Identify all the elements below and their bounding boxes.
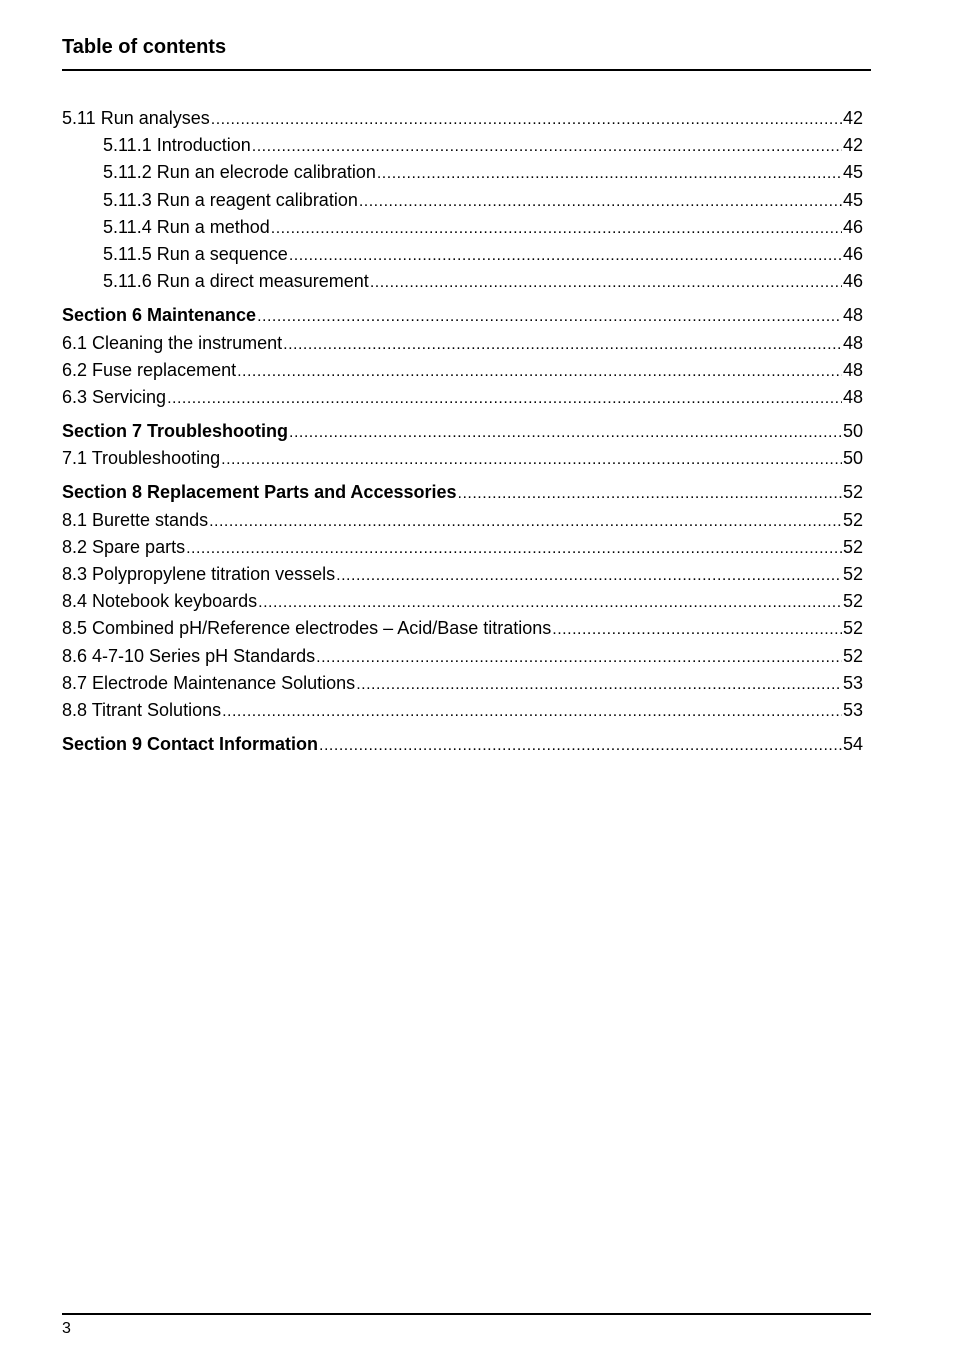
toc-entry-title: 6.1 Cleaning the instrument — [62, 332, 283, 353]
toc-leader-dots — [283, 331, 842, 357]
toc-entry-8-4[interactable] — [62, 588, 863, 615]
toc-leader-dots — [167, 385, 842, 411]
toc-entry-5-11-1[interactable] — [62, 132, 863, 159]
toc-entry-page: 48 — [842, 305, 863, 326]
toc-group-section-9 — [62, 731, 863, 758]
toc-entry-page: 52 — [842, 564, 863, 584]
toc-entry-page: 48 — [842, 359, 863, 380]
toc-group-section-6 — [62, 302, 863, 411]
toc-leader-dots — [252, 133, 842, 159]
toc-entry-page: 52 — [842, 618, 863, 639]
toc-leader-dots — [370, 269, 842, 295]
toc-entry-8-2[interactable] — [62, 534, 863, 561]
toc-entry-page: 52 — [842, 645, 863, 666]
toc-entry-title: 5.11.1 Introduction — [103, 135, 251, 156]
toc-entry-page: 54 — [842, 734, 863, 755]
toc-entry-section-6[interactable] — [62, 302, 863, 329]
toc-entry-title: 8.6 4-7-10 Series pH Standards — [62, 645, 316, 666]
toc-leader-dots — [552, 616, 842, 642]
toc-entry-page: 52 — [842, 482, 863, 503]
toc-leader-dots — [289, 419, 842, 445]
toc-leader-dots — [289, 242, 842, 268]
toc-entry-title: 7.1 Troubleshooting — [62, 448, 221, 469]
toc-section-title: Section 6 Maintenance — [62, 305, 257, 326]
toc-entry-title: 6.3 Servicing — [62, 386, 167, 407]
toc-entry-page: 50 — [842, 421, 863, 442]
toc-entry-page: 52 — [842, 591, 863, 612]
toc-leader-dots — [257, 303, 842, 329]
toc-entry-title: 5.11.6 Run a direct measurement — [103, 271, 369, 292]
toc-leader-dots — [336, 562, 842, 588]
toc-leader-dots — [186, 535, 842, 561]
toc-leader-dots — [211, 106, 842, 132]
toc-entry-page: 45 — [842, 162, 863, 183]
toc-leader-dots — [271, 215, 842, 241]
toc-leader-dots — [222, 698, 842, 724]
toc-entry-page: 45 — [842, 189, 863, 210]
toc-entry-title: 8.5 Combined pH/Reference electrodes – Acid/Base titrations — [62, 618, 552, 639]
page-title: Table of contents — [62, 36, 227, 58]
toc-leader-dots — [237, 358, 842, 384]
toc-leader-dots — [209, 508, 842, 534]
toc-entry-5-11[interactable] — [62, 105, 863, 132]
toc-entry-page: 42 — [842, 108, 863, 128]
toc-group-section-7 — [62, 418, 863, 472]
toc-leader-dots — [221, 446, 842, 472]
toc-entry-page: 46 — [842, 216, 863, 237]
toc-entry-page: 46 — [842, 243, 863, 264]
toc-entry-page: 48 — [842, 332, 863, 353]
toc-leader-dots — [356, 671, 842, 697]
toc-entry-page: 52 — [842, 536, 863, 557]
toc-entry-6-3[interactable] — [62, 384, 863, 411]
toc-section-title: Section 9 Contact Information — [62, 734, 319, 755]
toc-entry-page: 48 — [842, 386, 863, 407]
toc-entry-title: 8.7 Electrode Maintenance Solutions — [62, 672, 356, 693]
toc-entry-8-1[interactable] — [62, 507, 863, 534]
toc-group-section-8 — [62, 479, 863, 724]
toc-entry-section-7[interactable] — [62, 418, 863, 445]
toc-entry-page: 53 — [842, 699, 863, 720]
toc-entry-title: 5.11.4 Run a method — [103, 216, 270, 237]
toc-entry-page: 42 — [842, 135, 863, 156]
toc-entry-5-11-4[interactable] — [62, 214, 863, 241]
toc-entry-section-8[interactable] — [62, 479, 863, 506]
toc-entry-5-11-6[interactable] — [62, 268, 863, 295]
toc-entry-8-7[interactable] — [62, 670, 863, 697]
toc-entry-title: 5.11.3 Run a reagent calibration — [103, 189, 358, 210]
toc-leader-dots — [319, 732, 842, 758]
toc-entry-title: 5.11.5 Run a sequence — [103, 243, 288, 264]
toc-entry-title: 8.1 Burette stands — [62, 509, 209, 530]
toc-entry-8-8[interactable] — [62, 697, 863, 724]
toc-entry-page: 52 — [842, 509, 863, 530]
toc-entry-title: 5.11.2 Run an elecrode calibration — [103, 162, 376, 183]
toc-entry-section-9[interactable] — [62, 731, 863, 758]
toc-section-title: Section 7 Troubleshooting — [62, 421, 289, 442]
toc-entry-5-11-2[interactable] — [62, 159, 863, 186]
toc-entry-7-1[interactable] — [62, 445, 863, 472]
toc-entry-page: 46 — [842, 271, 863, 292]
toc-section-title: Section 8 Replacement Parts and Accessories — [62, 482, 457, 503]
toc-entry-5-11-5[interactable] — [62, 241, 863, 268]
toc-entry-6-2[interactable] — [62, 357, 863, 384]
toc-leader-dots — [258, 589, 842, 615]
toc-entry-page: 53 — [842, 672, 863, 693]
toc-entry-page: 50 — [842, 448, 863, 469]
toc-entry-6-1[interactable] — [62, 330, 863, 357]
toc-entry-8-6[interactable] — [62, 643, 863, 670]
page-header — [62, 34, 871, 60]
page-number: 3 — [62, 1320, 71, 1337]
toc-leader-dots — [316, 644, 842, 670]
footer-rule — [62, 1313, 871, 1315]
toc-entry-8-3[interactable] — [62, 561, 863, 588]
toc-entry-title: 8.4 Notebook keyboards — [62, 591, 258, 612]
toc-entry-title: 8.2 Spare parts — [62, 536, 186, 557]
toc-leader-dots — [359, 188, 842, 214]
toc-entry-8-5[interactable] — [62, 615, 863, 642]
toc-entry-title: 8.8 Titrant Solutions — [62, 699, 222, 720]
header-rule — [62, 69, 871, 71]
toc-entry-5-11-3[interactable] — [62, 187, 863, 214]
table-of-contents — [62, 105, 863, 765]
toc-group-section-5 — [62, 105, 863, 295]
toc-entry-title: 8.3 Polypropylene titration vessels — [62, 564, 336, 584]
toc-leader-dots — [377, 160, 842, 186]
toc-entry-title: 5.11 Run analyses — [62, 108, 210, 128]
toc-entry-title: 6.2 Fuse replacement — [62, 359, 237, 380]
toc-leader-dots — [458, 480, 842, 506]
